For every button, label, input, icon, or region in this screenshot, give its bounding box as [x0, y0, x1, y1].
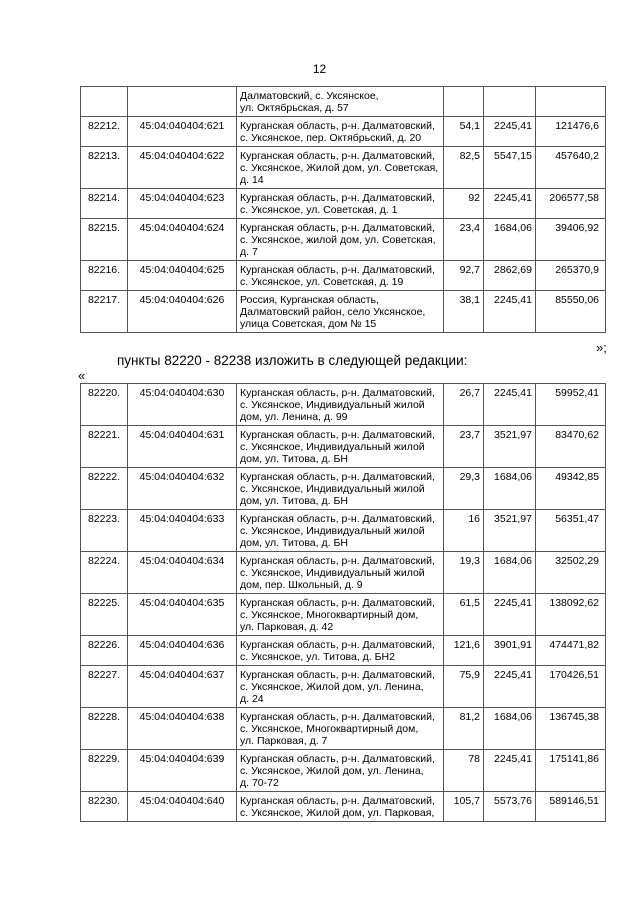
area-value-cell: [444, 87, 484, 117]
cadastral-number-cell: 45:04:040404:635: [128, 594, 237, 636]
address-cell: Курганская область, р-н. Далматовский, с. Уксянское, Индивидуальный жилой дом, ул. Титова, д. БН: [237, 426, 444, 468]
total-cost-cell: 83470,62: [536, 426, 606, 468]
area-value-cell: 23,7: [444, 426, 484, 468]
row-number-cell: 82217.: [81, 291, 128, 333]
area-value-cell: 75,9: [444, 666, 484, 708]
area-value-cell: 16: [444, 510, 484, 552]
unit-price-cell: 2245,41: [484, 291, 536, 333]
amendment-instruction: пункты 82220 - 82238 изложить в следующей редакции:: [117, 353, 468, 368]
unit-price-cell: 2245,41: [484, 384, 536, 426]
address-cell: Курганская область, р-н. Далматовский, с. Уксянское, ул. Титова, д. БН2: [237, 636, 444, 666]
cadastral-number-cell: 45:04:040404:638: [128, 708, 237, 750]
total-cost-cell: 121476,6: [536, 117, 606, 147]
table-row: [81, 261, 606, 291]
area-value-cell: 19,3: [444, 552, 484, 594]
table-row: [81, 189, 606, 219]
cadastral-number-cell: 45:04:040404:626: [128, 291, 237, 333]
cadastral-number-cell: 45:04:040404:621: [128, 117, 237, 147]
total-cost-cell: 206577,58: [536, 189, 606, 219]
address-cell: Курганская область, р-н. Далматовский, с. Уксянское, ул. Советская, д. 19: [237, 261, 444, 291]
total-cost-cell: 39406,92: [536, 219, 606, 261]
total-cost-cell: 56351,47: [536, 510, 606, 552]
row-number-cell: 82213.: [81, 147, 128, 189]
unit-price-cell: 2245,41: [484, 189, 536, 219]
table-row: [81, 426, 606, 468]
row-number-cell: 82227.: [81, 666, 128, 708]
unit-price-cell: 1684,06: [484, 468, 536, 510]
table-row: [81, 636, 606, 666]
row-number-cell: [81, 87, 128, 117]
table-row: [81, 750, 606, 792]
unit-price-cell: 2245,41: [484, 666, 536, 708]
address-cell: Курганская область, р-н. Далматовский, с. Уксянское, Жилой дом, ул. Ленина, д. 24: [237, 666, 444, 708]
area-value-cell: 61,5: [444, 594, 484, 636]
cadastral-number-cell: 45:04:040404:632: [128, 468, 237, 510]
table-row: [81, 147, 606, 189]
row-number-cell: 82223.: [81, 510, 128, 552]
address-cell: Курганская область, р-н. Далматовский, с. Уксянское, пер. Октябрьский, д. 20: [237, 117, 444, 147]
area-value-cell: 92,7: [444, 261, 484, 291]
area-value-cell: 29,3: [444, 468, 484, 510]
table-row: [81, 117, 606, 147]
table-row: [81, 708, 606, 750]
row-number-cell: 82228.: [81, 708, 128, 750]
address-cell: Курганская область, р-н. Далматовский, с. Уксянское, Многоквартирный дом, ул. Парковая, д. 42: [237, 594, 444, 636]
unit-price-cell: 1684,06: [484, 552, 536, 594]
unit-price-cell: 3901,91: [484, 636, 536, 666]
row-number-cell: 82221.: [81, 426, 128, 468]
total-cost-cell: 175141,86: [536, 750, 606, 792]
cadastral-number-cell: 45:04:040404:637: [128, 666, 237, 708]
area-value-cell: 26,7: [444, 384, 484, 426]
area-value-cell: 54,1: [444, 117, 484, 147]
cadastral-number-cell: 45:04:040404:631: [128, 426, 237, 468]
cadastral-number-cell: 45:04:040404:624: [128, 219, 237, 261]
cadastral-number-cell: 45:04:040404:640: [128, 792, 237, 822]
cadastral-number-cell: 45:04:040404:630: [128, 384, 237, 426]
address-cell: Курганская область, р-н. Далматовский, с. Уксянское, Жилой дом, ул. Ленина, д. 70-72: [237, 750, 444, 792]
row-number-cell: 82224.: [81, 552, 128, 594]
cadastral-number-cell: 45:04:040404:636: [128, 636, 237, 666]
area-value-cell: 81,2: [444, 708, 484, 750]
area-value-cell: 23,4: [444, 219, 484, 261]
unit-price-cell: 2862,69: [484, 261, 536, 291]
cadastral-number-cell: 45:04:040404:634: [128, 552, 237, 594]
table-row: [81, 792, 606, 822]
address-cell: Курганская область, р-н. Далматовский, с. Уксянское, жилой дом, ул. Советская, д. 7: [237, 219, 444, 261]
cadastral-number-cell: 45:04:040404:639: [128, 750, 237, 792]
address-cell: Курганская область, р-н. Далматовский, с. Уксянское, Жилой дом, ул. Парковая,: [237, 792, 444, 822]
cadastral-number-cell: [128, 87, 237, 117]
area-value-cell: 105,7: [444, 792, 484, 822]
area-value-cell: 38,1: [444, 291, 484, 333]
row-number-cell: 82215.: [81, 219, 128, 261]
unit-price-cell: 1684,06: [484, 219, 536, 261]
row-number-cell: 82230.: [81, 792, 128, 822]
area-value-cell: 121,6: [444, 636, 484, 666]
cadastral-number-cell: 45:04:040404:622: [128, 147, 237, 189]
row-number-cell: 82212.: [81, 117, 128, 147]
total-cost-cell: 138092,62: [536, 594, 606, 636]
row-number-cell: 82225.: [81, 594, 128, 636]
total-cost-cell: 265370,9: [536, 261, 606, 291]
table-row: [81, 510, 606, 552]
table-row: [81, 384, 606, 426]
table-row: [81, 666, 606, 708]
table-row: [81, 594, 606, 636]
table-row: [81, 87, 606, 117]
unit-price-cell: [484, 87, 536, 117]
unit-price-cell: 5547,15: [484, 147, 536, 189]
row-number-cell: 82229.: [81, 750, 128, 792]
unit-price-cell: 2245,41: [484, 117, 536, 147]
row-number-cell: 82216.: [81, 261, 128, 291]
area-value-cell: 92: [444, 189, 484, 219]
total-cost-cell: 457640,2: [536, 147, 606, 189]
address-cell: Курганская область, р-н. Далматовский, с. Уксянское, Индивидуальный жилой дом, пер. Школьный, д. 9: [237, 552, 444, 594]
row-number-cell: 82222.: [81, 468, 128, 510]
address-cell: Курганская область, р-н. Далматовский, с. Уксянское, Многоквартирный дом, ул. Парковая, д. 7: [237, 708, 444, 750]
unit-price-cell: 2245,41: [484, 594, 536, 636]
total-cost-cell: 32502,29: [536, 552, 606, 594]
cadastral-number-cell: 45:04:040404:625: [128, 261, 237, 291]
address-cell: Курганская область, р-н. Далматовский, с. Уксянское, Индивидуальный жилой дом, ул. Ленина, д. 99: [237, 384, 444, 426]
cadastral-number-cell: 45:04:040404:633: [128, 510, 237, 552]
unit-price-cell: 5573,76: [484, 792, 536, 822]
table-row: [81, 219, 606, 261]
total-cost-cell: 85550,06: [536, 291, 606, 333]
unit-price-cell: 2245,41: [484, 750, 536, 792]
address-cell: Россия, Курганская область, Далматовский район, село Уксянское, улица Советская, дом № 15: [237, 291, 444, 333]
total-cost-cell: [536, 87, 606, 117]
total-cost-cell: 136745,38: [536, 708, 606, 750]
total-cost-cell: 589146,51: [536, 792, 606, 822]
row-number-cell: 82220.: [81, 384, 128, 426]
unit-price-cell: 3521,97: [484, 510, 536, 552]
unit-price-cell: 1684,06: [484, 708, 536, 750]
table-row: [81, 552, 606, 594]
area-value-cell: 82,5: [444, 147, 484, 189]
total-cost-cell: 474471,82: [536, 636, 606, 666]
row-number-cell: 82214.: [81, 189, 128, 219]
address-cell: Далматовский, с. Уксянское, ул. Октябрьская, д. 57: [237, 87, 444, 117]
property-table-amended: [80, 383, 606, 822]
cadastral-number-cell: 45:04:040404:623: [128, 189, 237, 219]
area-value-cell: 78: [444, 750, 484, 792]
total-cost-cell: 59952,41: [536, 384, 606, 426]
address-cell: Курганская область, р-н. Далматовский, с. Уксянское, ул. Советская, д. 1: [237, 189, 444, 219]
page-number: 12: [312, 62, 327, 76]
property-table-continued: [80, 86, 606, 333]
table-row: [81, 468, 606, 510]
opening-quote: «: [78, 368, 86, 383]
closing-quote: »;: [596, 340, 607, 355]
unit-price-cell: 3521,97: [484, 426, 536, 468]
row-number-cell: 82226.: [81, 636, 128, 666]
address-cell: Курганская область, р-н. Далматовский, с. Уксянское, Индивидуальный жилой дом, ул. Титова, д. БН: [237, 468, 444, 510]
total-cost-cell: 49342,85: [536, 468, 606, 510]
address-cell: Курганская область, р-н. Далматовский, с. Уксянское, Индивидуальный жилой дом, ул. Титова, д. БН: [237, 510, 444, 552]
address-cell: Курганская область, р-н. Далматовский, с. Уксянское, Жилой дом, ул. Советская, д. 14: [237, 147, 444, 189]
table-row: [81, 291, 606, 333]
total-cost-cell: 170426,51: [536, 666, 606, 708]
